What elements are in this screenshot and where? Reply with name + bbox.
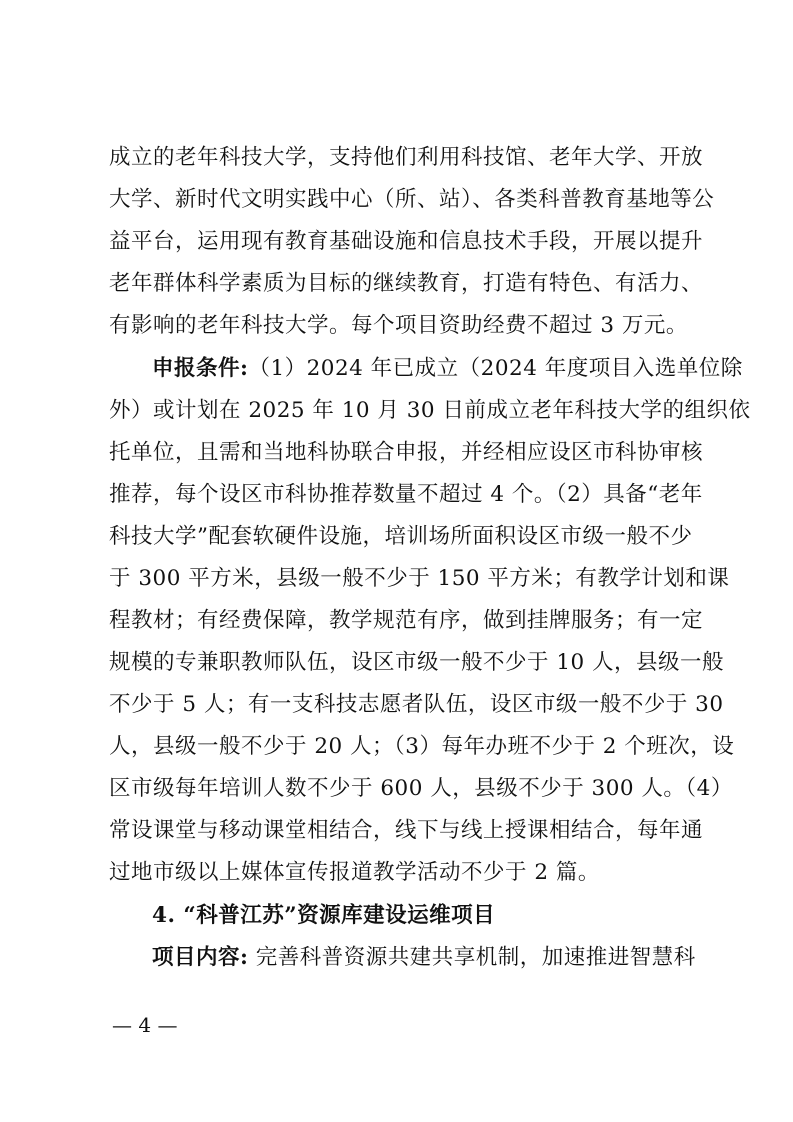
page-number: — 4 — [112, 1013, 178, 1037]
paragraph-line: 益平台，运用现有教育基础设施和信息技术手段，开展以提升 [109, 229, 704, 254]
paragraph-line: 区市级每年培训人数不少于 600 人，县级不少于 300 人。（4） [109, 776, 733, 801]
application-conditions-text: （1）2024 年已成立（2024 年度项目入选单位除 [248, 356, 743, 381]
application-conditions-first-line [152, 349, 743, 389]
project-content-first-line [152, 938, 696, 978]
project-content-text: 完善科普资源共建共享机制，加速推进智慧科 [248, 945, 696, 970]
paragraph-line: 科技大学”配套软硬件设施，培训场所面积设区市级一般不少 [109, 524, 693, 549]
paragraph-line: 不少于 5 人；有一支科技志愿者队伍，设区市级一般不少于 30 [109, 692, 724, 717]
paragraph-line: 大学、新时代文明实践中心（所、站）、各类科普教育基地等公 [109, 187, 715, 212]
paragraph-line: 老年群体科学素质为目标的继续教育，打造有特色、有活力、 [109, 271, 704, 296]
paragraph-line: 托单位，且需和当地科协联合申报，并经相应设区市科协审核 [109, 440, 704, 465]
project-content-label: 项目内容: [152, 945, 249, 970]
section-heading: 4. “科普江苏”资源库建设运维项目 [152, 903, 496, 928]
paragraph-line: 过地市级以上媒体宣传报道教学活动不少于 2 篇。 [109, 860, 600, 885]
paragraph-line: 有影响的老年科技大学。每个项目资助经费不超过 3 万元。 [109, 313, 688, 338]
paragraph-line: 推荐，每个设区市科协推荐数量不超过 4 个。（2）具备“老年 [109, 482, 703, 507]
paragraph-line: 规模的专兼职教师队伍，设区市级一般不少于 10 人，县级一般 [109, 650, 725, 675]
application-conditions-label: 申报条件: [152, 356, 249, 381]
paragraph-line: 程教材；有经费保障，教学规范有序，做到挂牌服务；有一定 [109, 608, 704, 633]
paragraph-line: 于 300 平方米，县级一般不少于 150 平方米；有教学计划和课 [109, 566, 730, 591]
paragraph-line: 成立的老年科技大学，支持他们利用科技馆、老年大学、开放 [109, 145, 704, 170]
paragraph-line: 人，县级一般不少于 20 人；（3）每年办班不少于 2 个班次，设 [109, 734, 735, 759]
paragraph-line: 常设课堂与移动课堂相结合，线下与线上授课相结合，每年通 [109, 818, 704, 843]
paragraph-line: 外）或计划在 2025 年 10 月 30 日前成立老年科技大学的组织依 [109, 398, 751, 423]
